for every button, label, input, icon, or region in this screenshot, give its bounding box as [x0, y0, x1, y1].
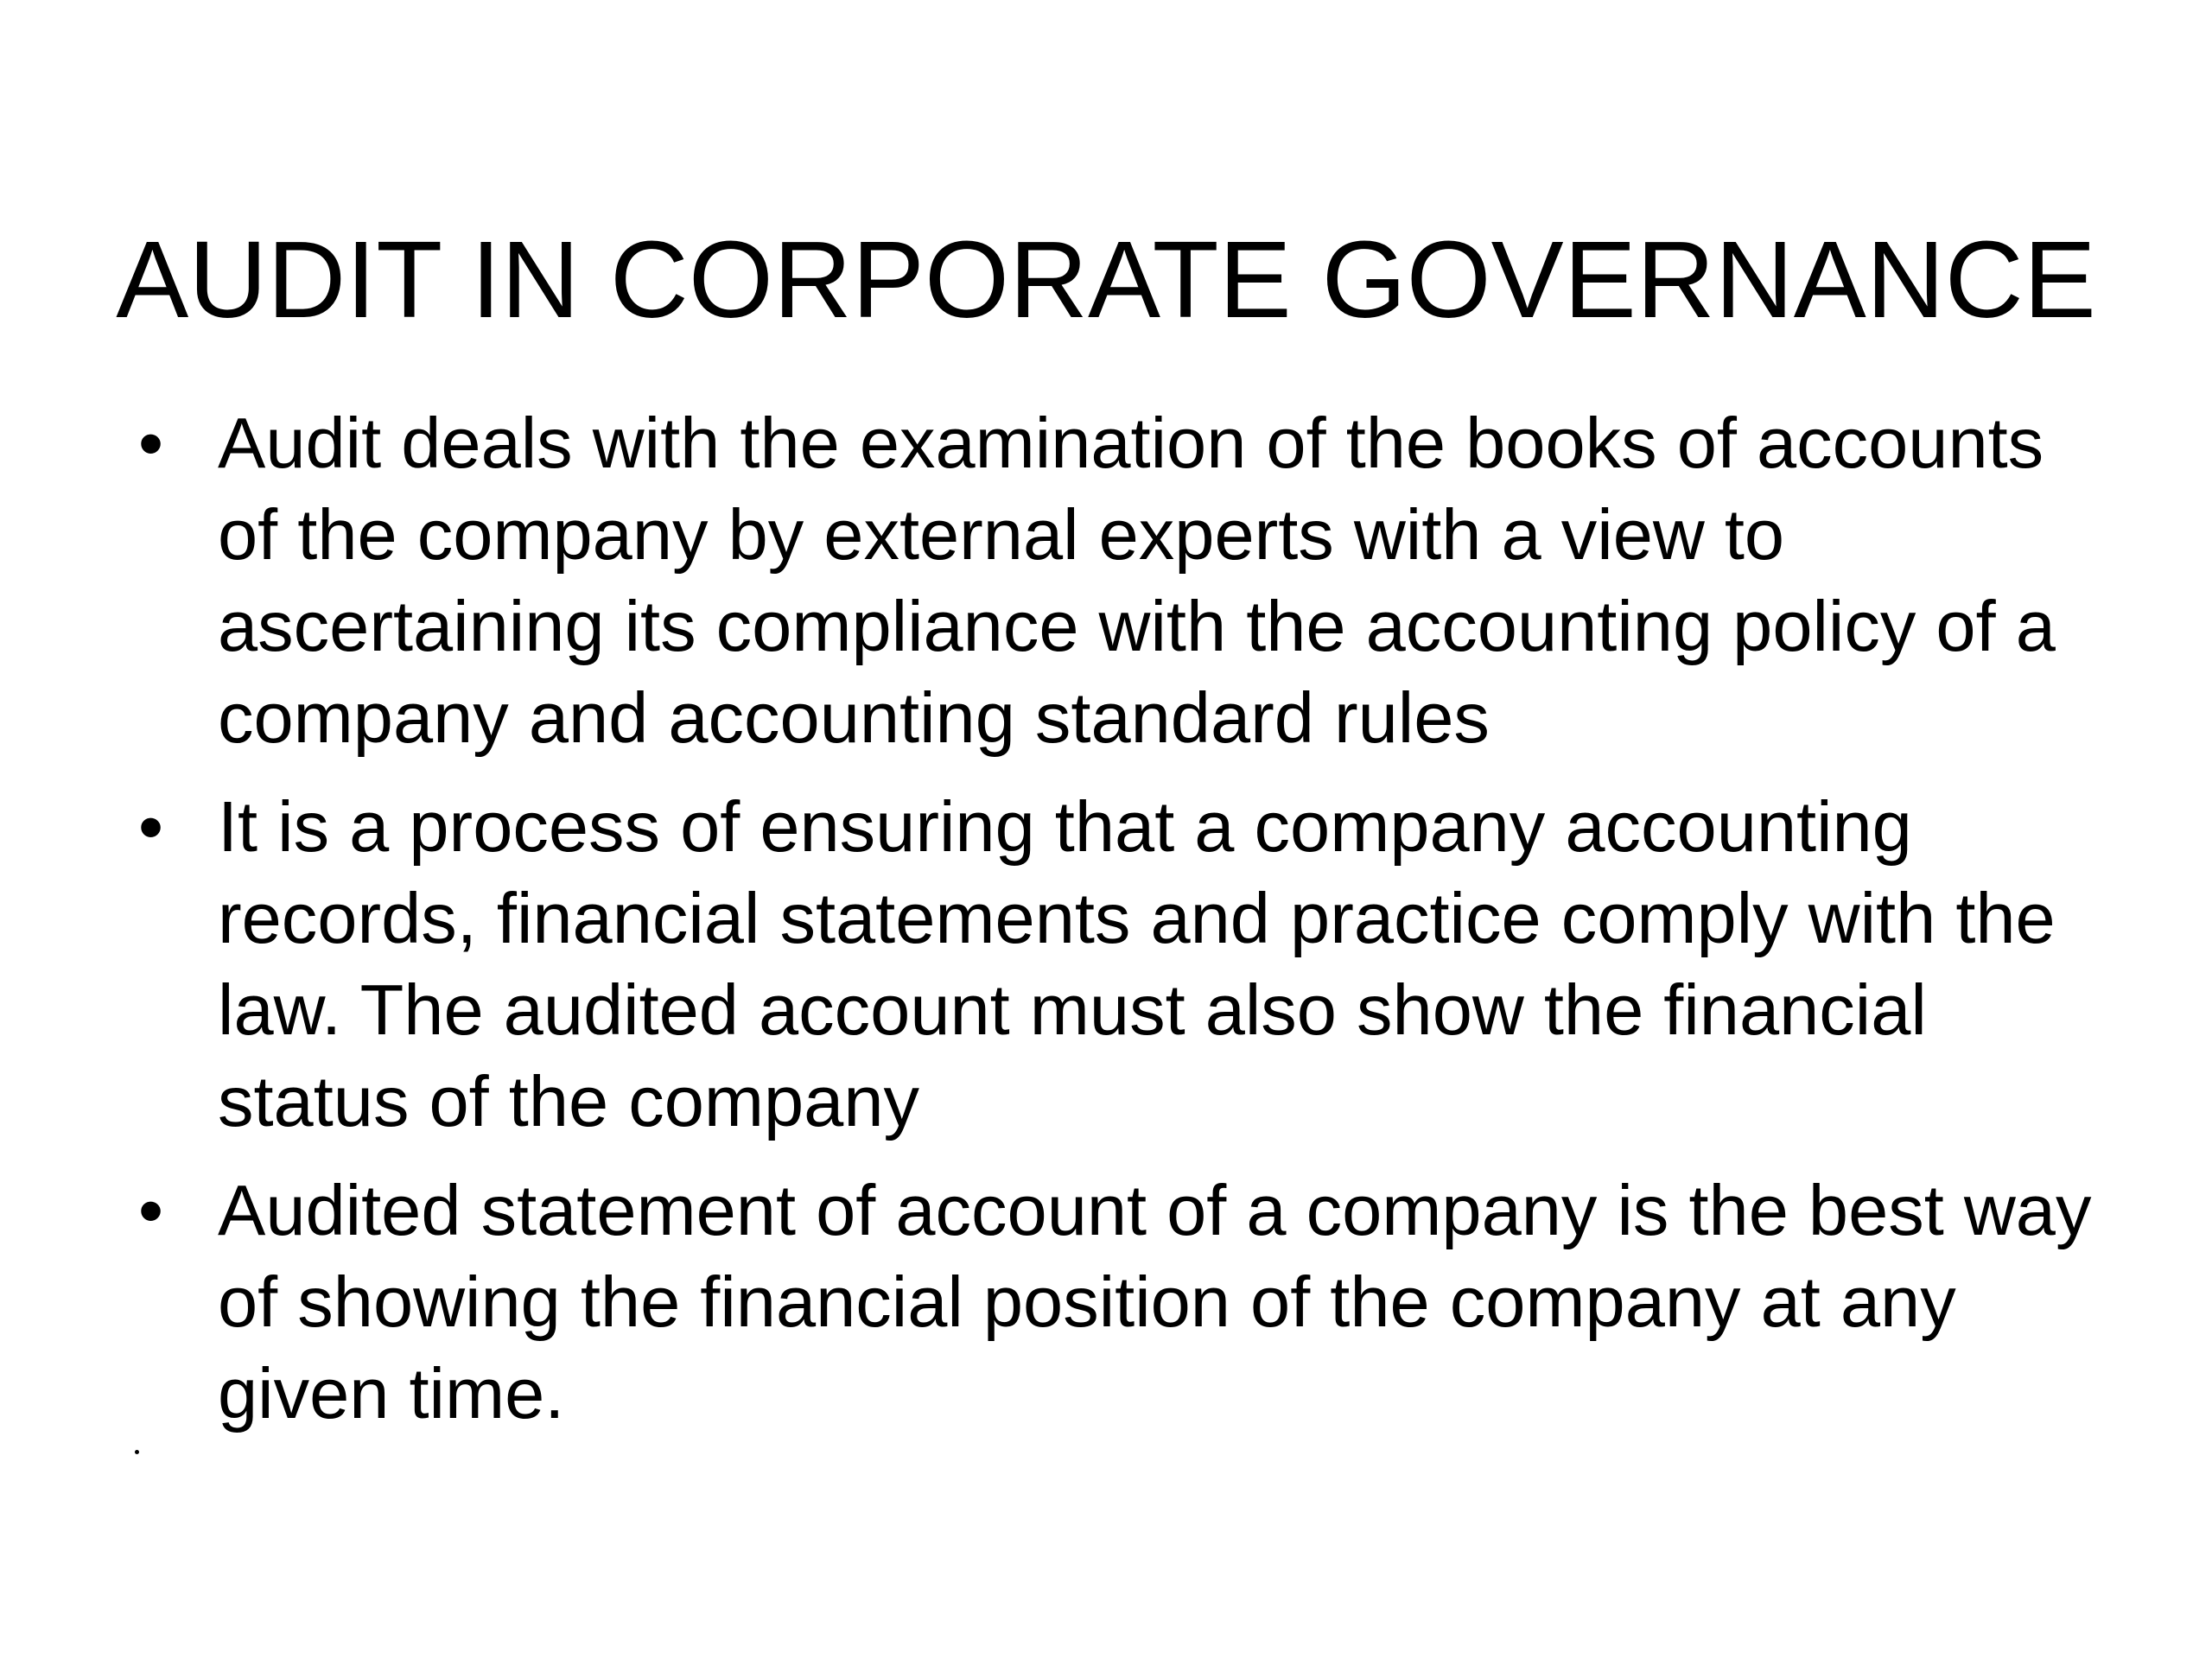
bullet-text: Audit deals with the examination of the books of accounts of the company by external experts with a view to ascertaining its compliance with the accounting policy of a company and accounting standard rules — [218, 403, 2056, 758]
bullet-dot-icon: • — [138, 1170, 164, 1250]
bullet-item — [130, 781, 2117, 1147]
bullet-item — [130, 397, 2117, 764]
bullet-text: Audited statement of account of a company is the best way of showing the financial position of the company at any given time. — [218, 1170, 2092, 1433]
slide-title: AUDIT IN CORPORATE GOVERNANCE — [116, 219, 2096, 341]
bullet-list — [130, 397, 2117, 1457]
bullet-text: It is a process of ensuring that a company accounting records, financial statements and practice comply with the law. The audited account must also show the financial status of the company — [218, 786, 2056, 1141]
bullet-dot-icon: • — [138, 786, 164, 867]
bullet-dot-icon: • — [138, 403, 164, 483]
bullet-item — [130, 1165, 2117, 1440]
stray-dot-icon — [135, 1450, 139, 1454]
